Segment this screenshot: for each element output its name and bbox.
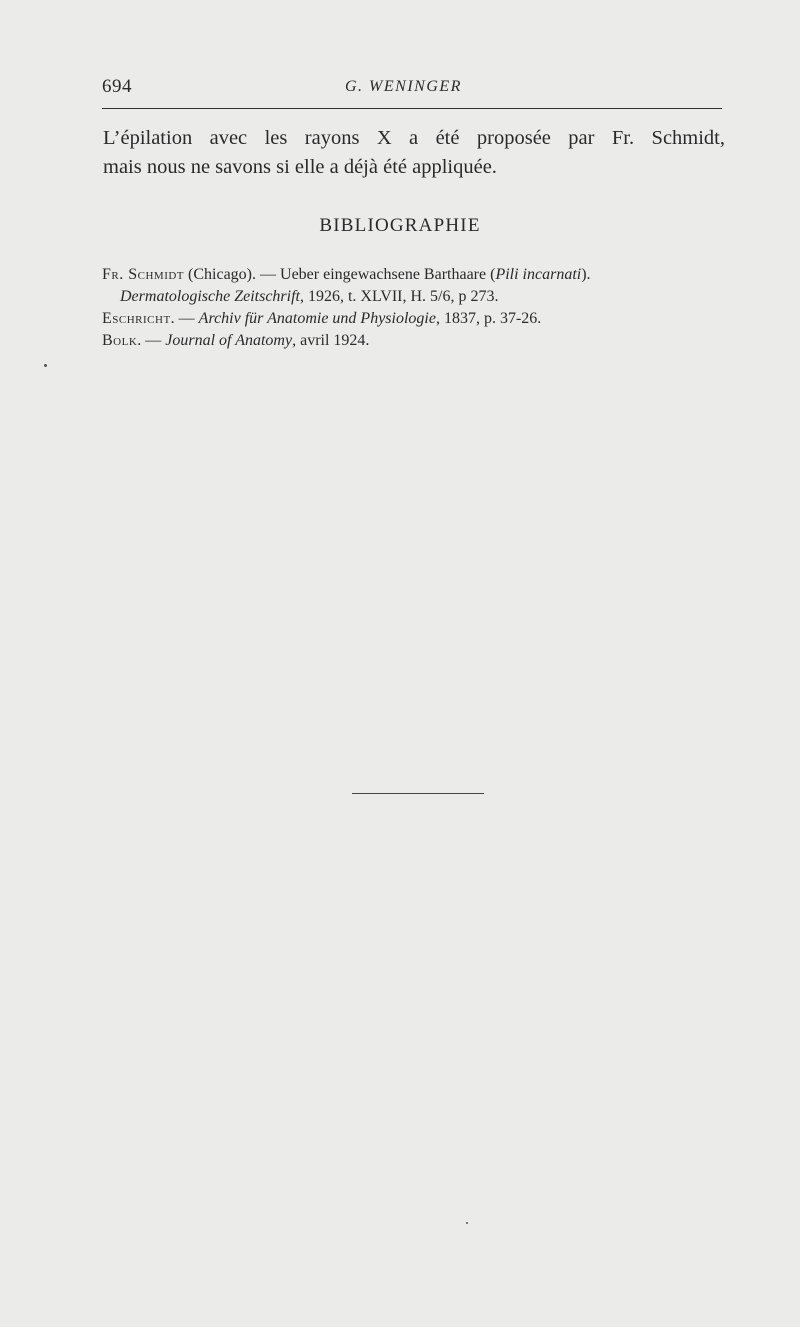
reference-text: ). [581, 266, 591, 283]
reference-text: (Chicago). — Ueber eingewachsene Barthaare ( [184, 266, 496, 283]
body-paragraph [103, 124, 725, 182]
bibliography-entry-continuation [102, 286, 742, 308]
bibliography-entry [102, 264, 742, 286]
bibliography-entry [102, 308, 742, 330]
bibliography [102, 264, 742, 352]
paper-speck [44, 364, 47, 367]
page-header [102, 76, 722, 102]
header-rule [102, 108, 722, 109]
paragraph-line: mais nous ne savons si elle a déjà été appliquée. [103, 156, 497, 178]
reference-journal: Dermatologische Zeitschrift [120, 288, 300, 305]
reference-journal: Archiv für Anatomie und Physiologie [198, 310, 436, 327]
paragraph-line: L’épilation avec les rayons X a été proposée par Fr. Schmidt, [103, 127, 725, 149]
running-head: G. WENINGER [345, 78, 462, 95]
bibliography-entry [102, 330, 742, 352]
reference-text: , avril 1924. [292, 332, 370, 349]
reference-author: Eschricht [102, 310, 171, 327]
reference-journal: Journal of Anatomy [165, 332, 293, 349]
reference-text: , 1837, p. 37-26. [435, 310, 542, 327]
reference-author: Bolk [102, 332, 138, 349]
closing-rule [352, 793, 484, 794]
page-number: 694 [102, 76, 132, 97]
reference-author: Fr. Schmidt [102, 266, 185, 283]
reference-separator: . — [137, 332, 166, 349]
reference-italic: Pili incarnati [495, 266, 582, 283]
section-title: BIBLIOGRAPHIE [319, 215, 481, 236]
reference-separator: . — [170, 310, 199, 327]
paper-speck [466, 1222, 468, 1224]
reference-text: , 1926, t. XLVII, H. 5/6, p 273. [299, 288, 499, 305]
